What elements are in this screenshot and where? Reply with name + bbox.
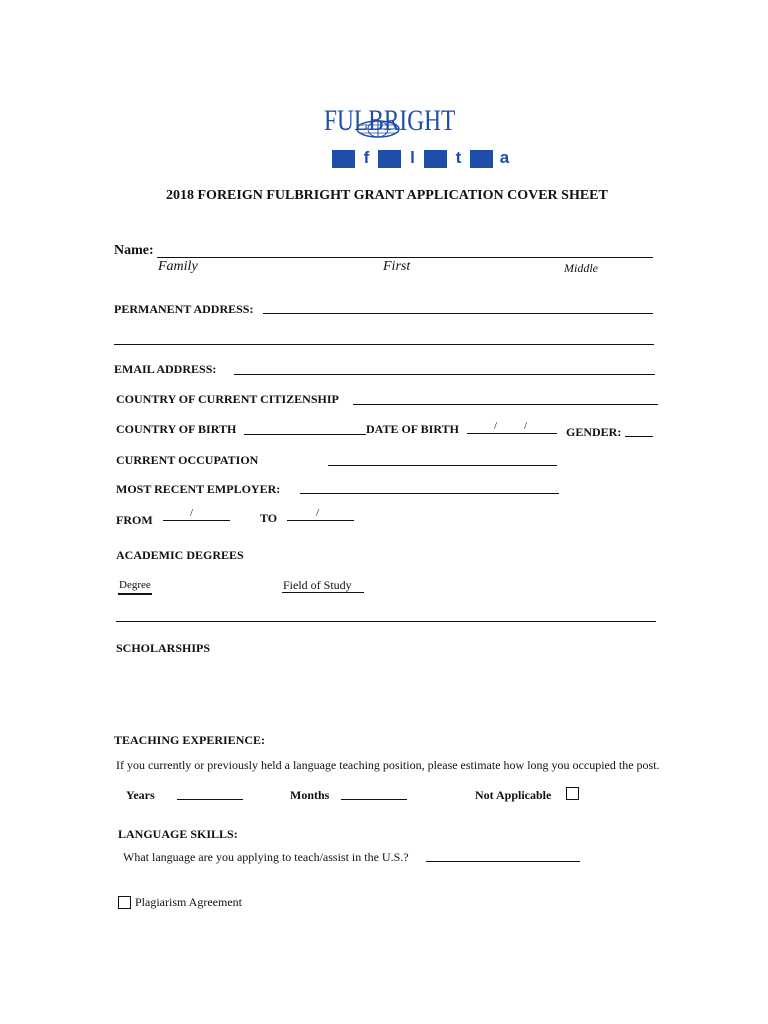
employer-label: MOST RECENT EMPLOYER: bbox=[116, 482, 281, 496]
birth-country-label: COUNTRY OF BIRTH bbox=[116, 422, 237, 436]
field-of-study-column-header: Field of Study bbox=[283, 578, 352, 592]
plagiarism-checkbox[interactable] bbox=[118, 896, 131, 909]
degree-underline bbox=[118, 593, 152, 595]
not-applicable-checkbox[interactable] bbox=[566, 787, 579, 800]
language-question: What language are you applying to teach/assist in the U.S.? bbox=[123, 850, 409, 864]
name-first-caption: First bbox=[383, 259, 411, 274]
birth-date-field[interactable] bbox=[467, 433, 557, 434]
birth-date-slash-2: / bbox=[524, 420, 528, 432]
birth-country-field[interactable] bbox=[244, 434, 366, 435]
not-applicable-label: Not Applicable bbox=[475, 788, 552, 802]
gender-label: GENDER: bbox=[566, 425, 622, 439]
logo-subletters bbox=[332, 148, 516, 168]
months-label: Months bbox=[290, 788, 330, 802]
name-middle-caption: Middle bbox=[564, 261, 598, 275]
plagiarism-label: Plagiarism Agreement bbox=[135, 895, 242, 909]
permanent-address-field-2[interactable] bbox=[114, 344, 654, 345]
from-field[interactable] bbox=[163, 520, 230, 521]
logo-letter: f bbox=[363, 148, 370, 167]
to-field[interactable] bbox=[287, 520, 354, 521]
birth-date-slash-1: / bbox=[494, 420, 498, 432]
email-address-field[interactable] bbox=[234, 374, 655, 375]
logo-letter: a bbox=[499, 148, 510, 167]
permanent-address-field-1[interactable] bbox=[263, 313, 653, 314]
logo-letter: l bbox=[410, 148, 415, 167]
name-family-caption: Family bbox=[158, 259, 198, 274]
name-label: Name: bbox=[114, 243, 154, 258]
name-field[interactable] bbox=[157, 257, 653, 258]
birth-date-label: DATE OF BIRTH bbox=[366, 422, 459, 436]
academic-degrees-field[interactable] bbox=[116, 621, 656, 622]
gender-field[interactable] bbox=[625, 436, 653, 437]
logo-letter: t bbox=[455, 148, 462, 167]
occupation-label: CURRENT OCCUPATION bbox=[116, 453, 259, 467]
from-label: FROM bbox=[116, 513, 153, 527]
to-date-slash: / bbox=[316, 507, 320, 519]
citizenship-field[interactable] bbox=[353, 404, 658, 405]
occupation-field[interactable] bbox=[328, 465, 557, 466]
degree-column-header: Degree bbox=[119, 579, 151, 591]
teaching-experience-instruction: If you currently or previously held a language teaching position, please estimate how long you occupied the post. bbox=[116, 758, 660, 772]
months-field[interactable] bbox=[341, 799, 407, 800]
globe-icon bbox=[356, 120, 400, 138]
citizenship-label: COUNTRY OF CURRENT CITIZENSHIP bbox=[116, 392, 339, 406]
teaching-experience-heading: TEACHING EXPERIENCE: bbox=[114, 733, 266, 747]
academic-degrees-label: ACADEMIC DEGREES bbox=[116, 548, 244, 562]
employer-field[interactable] bbox=[300, 493, 559, 494]
from-date-slash: / bbox=[190, 507, 194, 519]
permanent-address-label: PERMANENT ADDRESS: bbox=[114, 302, 254, 316]
field-of-study-underline bbox=[282, 592, 364, 593]
language-skills-heading: LANGUAGE SKILLS: bbox=[118, 827, 238, 841]
email-address-label: EMAIL ADDRESS: bbox=[114, 362, 217, 376]
to-label: TO bbox=[260, 511, 278, 525]
language-field[interactable] bbox=[426, 861, 580, 862]
logo-wordmark: FULBRIGHT bbox=[324, 104, 456, 137]
page-title: 2018 FOREIGN FULBRIGHT GRANT APPLICATION COVER SHEET bbox=[166, 188, 608, 203]
years-field[interactable] bbox=[177, 799, 243, 800]
scholarships-label: SCHOLARSHIPS bbox=[116, 641, 211, 655]
fulbright-logo bbox=[324, 104, 510, 172]
years-label: Years bbox=[126, 788, 155, 802]
